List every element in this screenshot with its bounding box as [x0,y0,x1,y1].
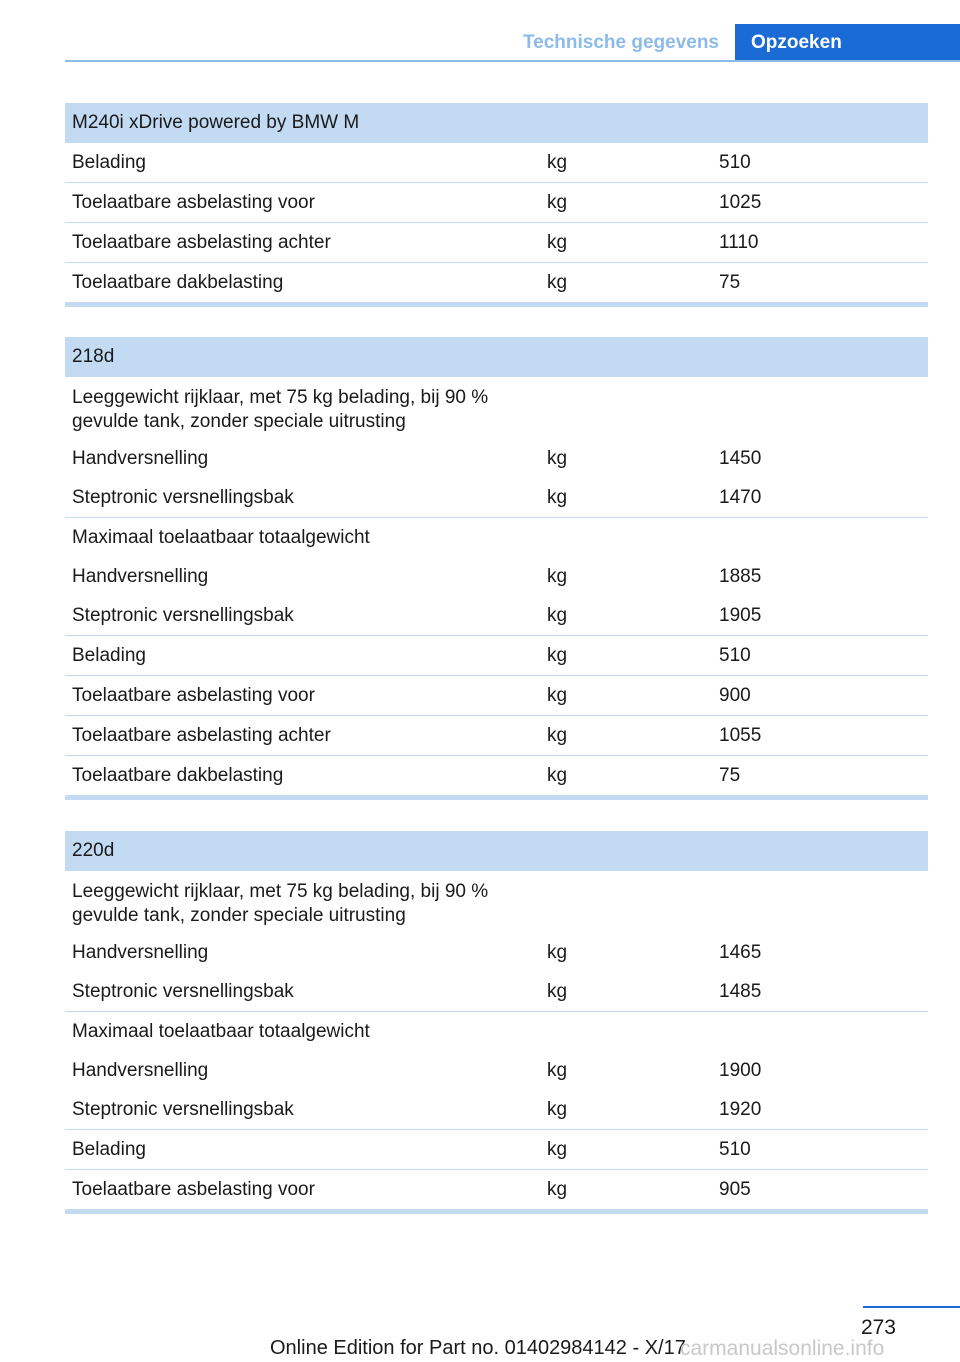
row-unit: kg [547,1060,568,1081]
row-label: Steptronic versnellingsbak [72,605,294,626]
row-unit: kg [547,1139,568,1160]
row-label: Steptronic versnellingsbak [72,1099,294,1120]
table-row [65,1051,928,1090]
row-unit: kg [547,605,568,626]
row-unit: kg [547,448,568,469]
row-unit: kg [547,685,568,706]
table-row [65,478,928,517]
spec-table-220d [65,831,928,1214]
row-value: 1920 [719,1099,762,1120]
row-value: 1485 [719,981,762,1002]
row-label: Belading [72,152,146,173]
row-label: Steptronic versnellingsbak [72,981,294,1002]
table-row [65,557,928,596]
row-label: Handversnelling [72,566,209,587]
row-unit: kg [547,192,568,213]
row-unit: kg [547,566,568,587]
row-label: Toelaatbare asbelasting voor [72,685,315,706]
table-row [65,675,928,715]
table-row [65,715,928,755]
row-label: Belading [72,1139,146,1160]
row-value: 510 [719,1139,751,1160]
table-row [65,222,928,262]
table-row [65,596,928,635]
row-value: 1905 [719,605,762,626]
row-label: Leeggewicht rijklaar, met 75 kg belading, bij 90 % gevulde tank, zonder speciale uitrusting [72,881,489,926]
row-unit: kg [547,765,568,786]
section-tab[interactable]: Technische gegevens [522,32,719,53]
table-title: 220d [65,831,928,871]
row-value: 1110 [719,232,759,253]
table-row [65,143,928,182]
table-row [65,1090,928,1129]
edition-note: Online Edition for Part no. 01402984142 - X/17 [270,1337,686,1359]
row-label: Toelaatbare asbelasting achter [72,232,331,253]
row-label: Toelaatbare asbelasting achter [72,725,331,746]
row-unit: kg [547,725,568,746]
table-row [65,517,928,557]
header-rule [65,60,960,62]
row-label: Toelaatbare dakbelasting [72,765,284,786]
table-row [65,262,928,302]
page-number: 273 [860,1316,896,1339]
row-value: 1465 [719,942,762,963]
table-row [65,933,928,972]
table-row [65,1011,928,1051]
row-label: Handversnelling [72,1060,209,1081]
row-value: 905 [719,1179,751,1200]
row-value: 1450 [719,448,762,469]
table-row [65,1129,928,1169]
row-unit: kg [547,272,568,293]
row-value: 510 [719,152,751,173]
spec-table-m240i [65,103,928,307]
table-title: M240i xDrive powered by BMW M [65,103,928,143]
row-label: Steptronic versnellingsbak [72,487,294,508]
row-unit: kg [547,981,568,1002]
row-label: Toelaatbare asbelasting voor [72,1179,315,1200]
spec-table-218d [65,337,928,800]
row-value: 510 [719,645,751,666]
table-row [65,871,928,933]
table-row [65,377,928,439]
row-unit: kg [547,487,568,508]
row-label: Maximaal toelaatbaar totaalgewicht [72,1021,370,1042]
row-label: Toelaatbare asbelasting voor [72,192,315,213]
table-row [65,755,928,795]
row-value: 1470 [719,487,762,508]
row-label: Handversnelling [72,448,209,469]
page-header [65,24,960,62]
row-unit: kg [547,152,568,173]
table-row [65,635,928,675]
row-value: 75 [719,272,741,293]
row-value: 1885 [719,566,762,587]
watermark: carmanualsonline.info [680,1337,885,1360]
row-label: Maximaal toelaatbaar totaalgewicht [72,527,370,548]
row-unit: kg [547,645,568,666]
row-label: Toelaatbare dakbelasting [72,272,284,293]
row-unit: kg [547,232,568,253]
row-unit: kg [547,1099,568,1120]
row-unit: kg [547,1179,568,1200]
table-row [65,1169,928,1209]
active-tab[interactable]: Opzoeken [735,24,960,62]
row-value: 900 [719,685,751,706]
row-value: 1055 [719,725,762,746]
row-label: Leeggewicht rijklaar, met 75 kg belading, bij 90 % gevulde tank, zonder speciale uitrusting [72,387,489,432]
footer-rule [863,1306,960,1308]
row-value: 75 [719,765,741,786]
row-label: Handversnelling [72,942,209,963]
table-row [65,439,928,478]
row-unit: kg [547,942,568,963]
row-value: 1900 [719,1060,762,1081]
table-row [65,972,928,1011]
row-value: 1025 [719,192,762,213]
table-title: 218d [65,337,928,377]
row-label: Belading [72,645,146,666]
table-row [65,182,928,222]
